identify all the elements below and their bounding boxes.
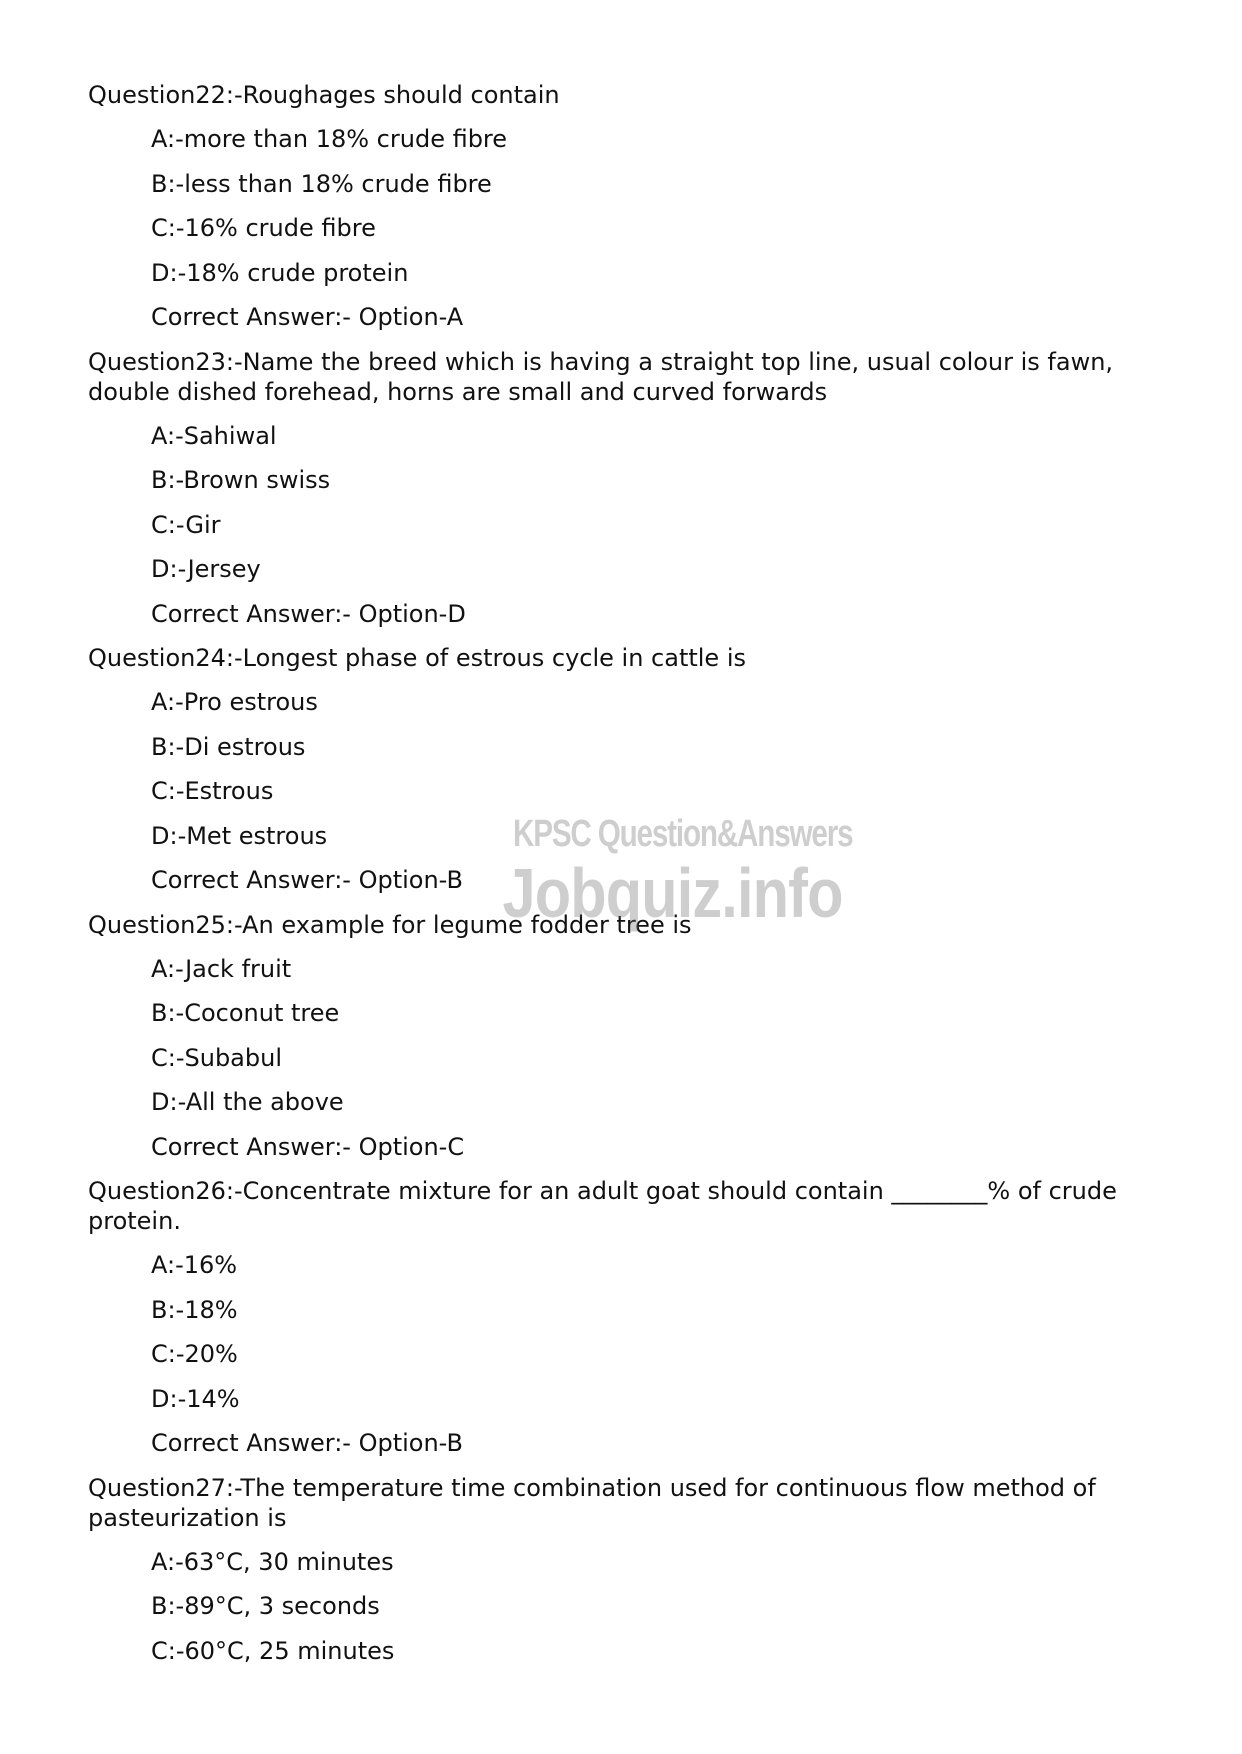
- option-c: C:-60°C, 25 minutes: [151, 1636, 395, 1665]
- option-d: D:-Met estrous: [151, 821, 328, 850]
- option-a: A:-63°C, 30 minutes: [151, 1547, 394, 1576]
- question-block: [88, 1176, 1168, 1458]
- option-c: C:-Subabul: [151, 1043, 283, 1072]
- option-b: B:-Coconut tree: [151, 999, 340, 1027]
- option-c: C:-20%: [151, 1340, 238, 1368]
- option-d: D:-Jersey: [151, 555, 261, 583]
- option-a: A:-16%: [151, 1251, 238, 1279]
- option-b: B:-Brown swiss: [151, 466, 331, 494]
- option-b: B:-less than 18% crude fibre: [151, 169, 492, 198]
- option-b: B:-18%: [151, 1295, 238, 1324]
- question-text: Question23:-Name the breed which is having a straight top line, usual colour is fawn, double dished forehead, horns are small and curved forwards: [88, 347, 1114, 406]
- question-text: Question25:-An example for legume fodder tree is: [88, 910, 692, 939]
- correct-answer: Correct Answer:- Option-B: [151, 1429, 463, 1457]
- correct-answer: Correct Answer:- Option-C: [151, 1132, 465, 1161]
- option-c: C:-16% crude fibre: [151, 214, 376, 242]
- option-d: D:-All the above: [151, 1088, 344, 1116]
- option-a: A:-Pro estrous: [151, 688, 318, 716]
- option-a: A:-Sahiwal: [151, 421, 277, 450]
- correct-answer: Correct Answer:- Option-D: [151, 599, 466, 628]
- option-c: C:-Gir: [151, 510, 221, 539]
- question-block: [88, 347, 1168, 629]
- question-block: [88, 1473, 1168, 1666]
- correct-answer: Correct Answer:- Option-A: [151, 303, 464, 331]
- option-d: D:-14%: [151, 1384, 240, 1413]
- watermark-line2: Jobquiz.info: [502, 854, 843, 932]
- option-a: A:-Jack fruit: [151, 954, 292, 983]
- correct-answer: Correct Answer:- Option-B: [151, 866, 463, 894]
- question-text: Question22:-Roughages should contain: [88, 81, 560, 109]
- question-text: Question27:-The temperature time combination used for continuous flow method of pasteurization is: [88, 1473, 1096, 1532]
- question-block: [88, 80, 1168, 332]
- question-block: [88, 910, 1168, 1162]
- question-text: Question26:-Concentrate mixture for an adult goat should contain ________% of crude protein.: [88, 1177, 1117, 1235]
- watermark-line1: KPSC Question&Answers: [513, 813, 853, 855]
- option-a: A:-more than 18% crude fibre: [151, 125, 508, 153]
- option-b: B:-89°C, 3 seconds: [151, 1592, 380, 1620]
- question-list: [88, 80, 1168, 1680]
- question-text: Question24:-Longest phase of estrous cycle in cattle is: [88, 644, 746, 672]
- option-c: C:-Estrous: [151, 777, 274, 805]
- option-d: D:-18% crude protein: [151, 258, 409, 287]
- question-block: [88, 643, 1168, 895]
- option-b: B:-Di estrous: [151, 732, 306, 761]
